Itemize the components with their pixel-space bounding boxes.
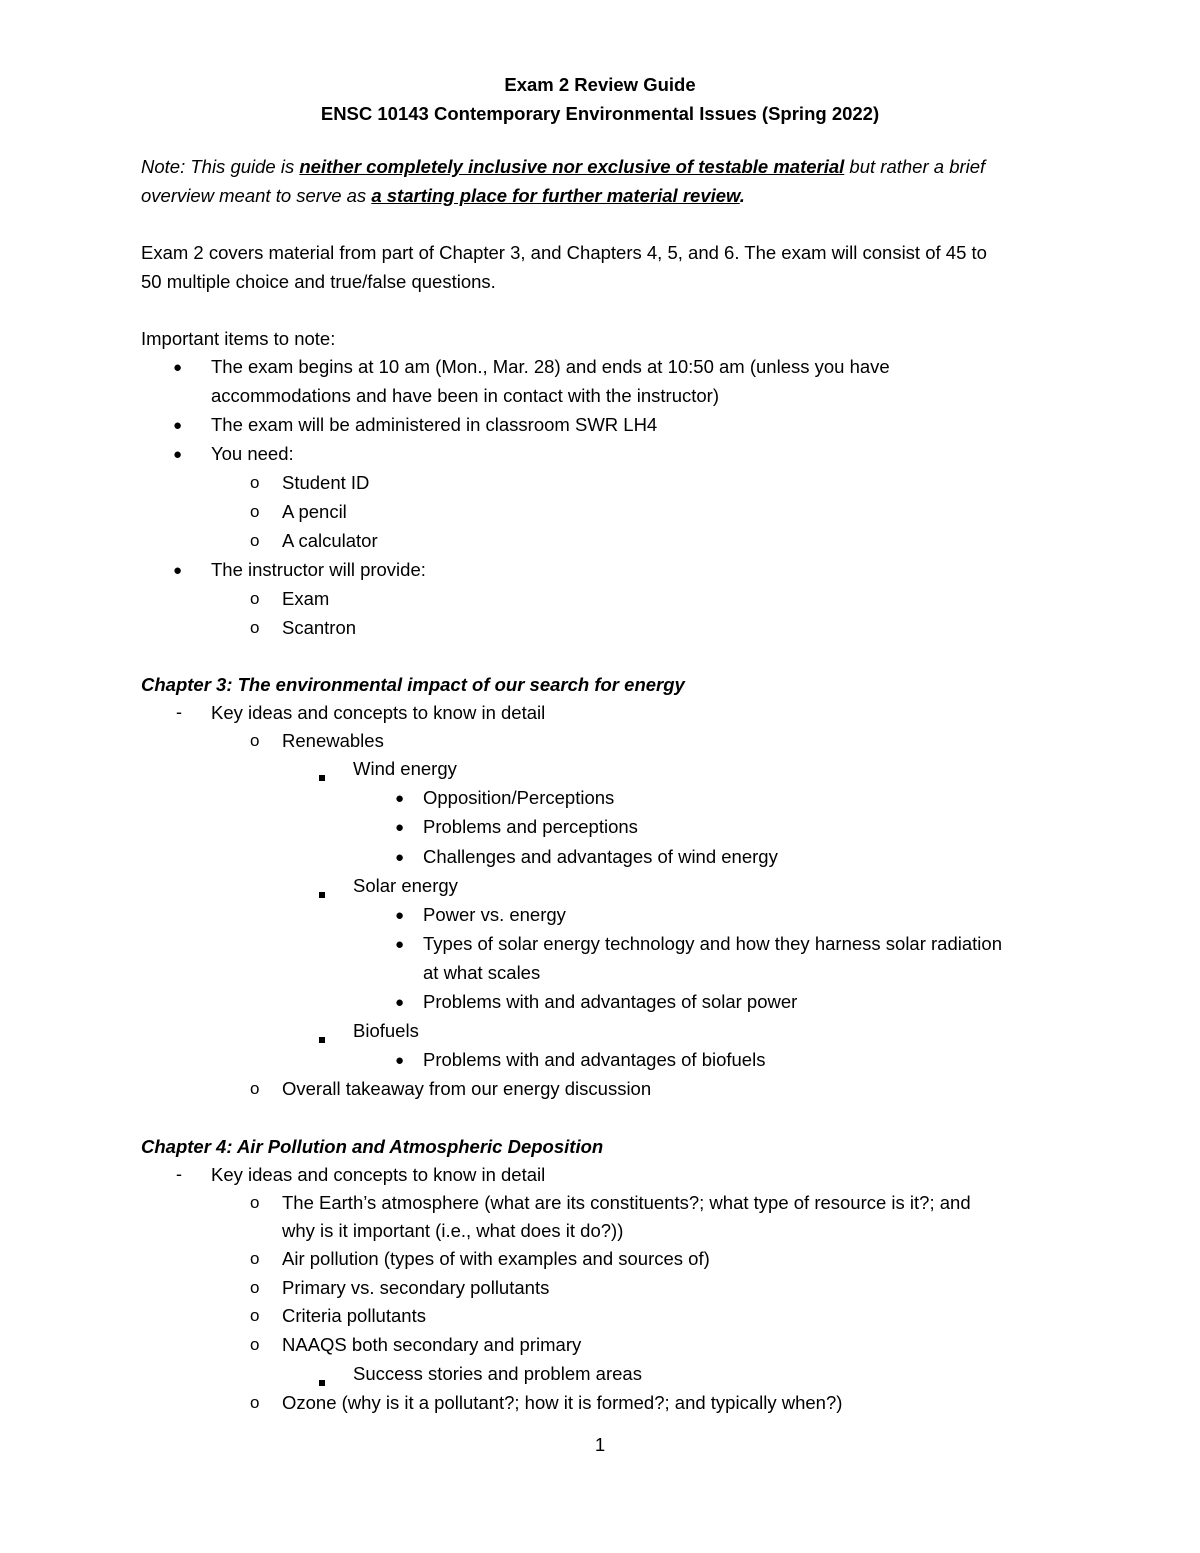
ch3-renewables: Renewables [282, 730, 384, 751]
ch3-wind-energy: Wind energy [353, 758, 457, 779]
ch4-atmosphere-line-1: The Earth’s atmosphere (what are its constituents?; what type of resource is it?; and [282, 1192, 971, 1213]
ch4-primary-secondary: Primary vs. secondary pollutants [282, 1277, 550, 1298]
ch4-atmosphere-line-2: why is it important (i.e., what does it do?)) [282, 1220, 624, 1241]
circle-bullet-icon: o [250, 502, 260, 521]
dash-bullet-icon: - [176, 702, 182, 722]
bullet-icon: ● [173, 417, 183, 434]
solar-item-types-line-1: Types of solar energy technology and how they harness solar radiation [423, 933, 1002, 954]
circle-bullet-icon: o [250, 1393, 260, 1412]
circle-bullet-icon: o [250, 1249, 260, 1268]
ch3-solar-energy: Solar energy [353, 875, 458, 896]
note-mid: but rather a brief [844, 156, 986, 177]
solar-item-types-line-2: at what scales [423, 962, 541, 983]
bullet-icon: ● [395, 907, 405, 924]
coverage-line-2: 50 multiple choice and true/false questions. [141, 271, 496, 292]
note-line2-start: overview meant to serve as [141, 185, 372, 206]
ch4-naaqs: NAAQS both secondary and primary [282, 1334, 582, 1355]
bullet-icon: ● [395, 1052, 405, 1069]
ch3-key-ideas: Key ideas and concepts to know in detail [211, 702, 546, 723]
coverage-line-1: Exam 2 covers material from part of Chapter 3, and Chapters 4, 5, and 6. The exam will consist of 45 to [141, 242, 987, 263]
note-emphasis-1: neither completely inclusive nor exclusive of testable material [299, 156, 845, 177]
circle-bullet-icon: o [250, 1335, 260, 1354]
circle-bullet-icon: o [250, 618, 260, 637]
circle-bullet-icon: o [250, 1079, 260, 1098]
bullet-icon: ● [395, 819, 405, 836]
circle-bullet-icon: o [250, 589, 260, 608]
bullet-icon: ● [395, 936, 405, 953]
bullet-icon: ● [173, 359, 183, 376]
chapter-3-heading: Chapter 3: The environmental impact of our search for energy [141, 674, 685, 695]
square-bullet-icon [319, 883, 325, 902]
circle-bullet-icon: o [250, 1306, 260, 1325]
circle-bullet-icon: o [250, 731, 260, 750]
need-item-student-id: Student ID [282, 472, 370, 493]
ch4-air-pollution: Air pollution (types of with examples and sources of) [282, 1248, 710, 1269]
ch4-success-stories: Success stories and problem areas [353, 1363, 642, 1384]
note-line-2 [141, 187, 745, 206]
square-bullet-icon [319, 1028, 325, 1047]
wind-item-problems: Problems and perceptions [423, 816, 638, 837]
bullet-icon: ● [173, 562, 183, 579]
circle-bullet-icon: o [250, 473, 260, 492]
exam-begins-line-2: accommodations and have been in contact with the instructor) [211, 385, 720, 406]
need-item-pencil: A pencil [282, 501, 347, 522]
wind-item-opposition: Opposition/Perceptions [423, 787, 615, 808]
solar-item-problems: Problems with and advantages of solar power [423, 991, 798, 1012]
circle-bullet-icon: o [250, 1278, 260, 1297]
dash-bullet-icon: - [176, 1164, 182, 1184]
chapter-4-heading: Chapter 4: Air Pollution and Atmospheric Deposition [141, 1136, 604, 1157]
exam-begins-line-1: The exam begins at 10 am (Mon., Mar. 28) and ends at 10:50 am (unless you have [211, 356, 890, 377]
ch4-key-ideas: Key ideas and concepts to know in detail [211, 1164, 546, 1185]
note-emphasis-2: a starting place for further material review [371, 185, 740, 206]
square-bullet-icon [319, 1371, 325, 1390]
ch4-ozone: Ozone (why is it a pollutant?; how it is formed?; and typically when?) [282, 1392, 843, 1413]
bullet-icon: ● [395, 994, 405, 1011]
important-heading: Important items to note: [141, 328, 336, 349]
note-end: . [739, 185, 745, 206]
course-title: ENSC 10143 Contemporary Environmental Issues (Spring 2022) [320, 103, 880, 124]
square-bullet-icon [319, 766, 325, 785]
solar-item-power: Power vs. energy [423, 904, 566, 925]
you-need-item: You need: [211, 443, 294, 464]
document-title: Exam 2 Review Guide [504, 74, 696, 95]
ch3-biofuels: Biofuels [353, 1020, 419, 1041]
note-line-1 [141, 158, 985, 177]
provide-item-exam: Exam [282, 588, 330, 609]
circle-bullet-icon: o [250, 1193, 260, 1212]
instructor-provides-item: The instructor will provide: [211, 559, 426, 580]
bullet-icon: ● [395, 790, 405, 807]
provide-item-scantron: Scantron [282, 617, 357, 638]
classroom-item: The exam will be administered in classroom SWR LH4 [211, 414, 658, 435]
need-item-calculator: A calculator [282, 530, 378, 551]
bullet-icon: ● [395, 849, 405, 866]
note-prefix: Note: This guide is [141, 156, 300, 177]
page-number: 1 [594, 1434, 606, 1455]
bullet-icon: ● [173, 446, 183, 463]
wind-item-challenges: Challenges and advantages of wind energy [423, 846, 778, 867]
biofuels-item: Problems with and advantages of biofuels [423, 1049, 766, 1070]
ch3-takeaway: Overall takeaway from our energy discussion [282, 1078, 652, 1099]
circle-bullet-icon: o [250, 531, 260, 550]
ch4-criteria: Criteria pollutants [282, 1305, 426, 1326]
